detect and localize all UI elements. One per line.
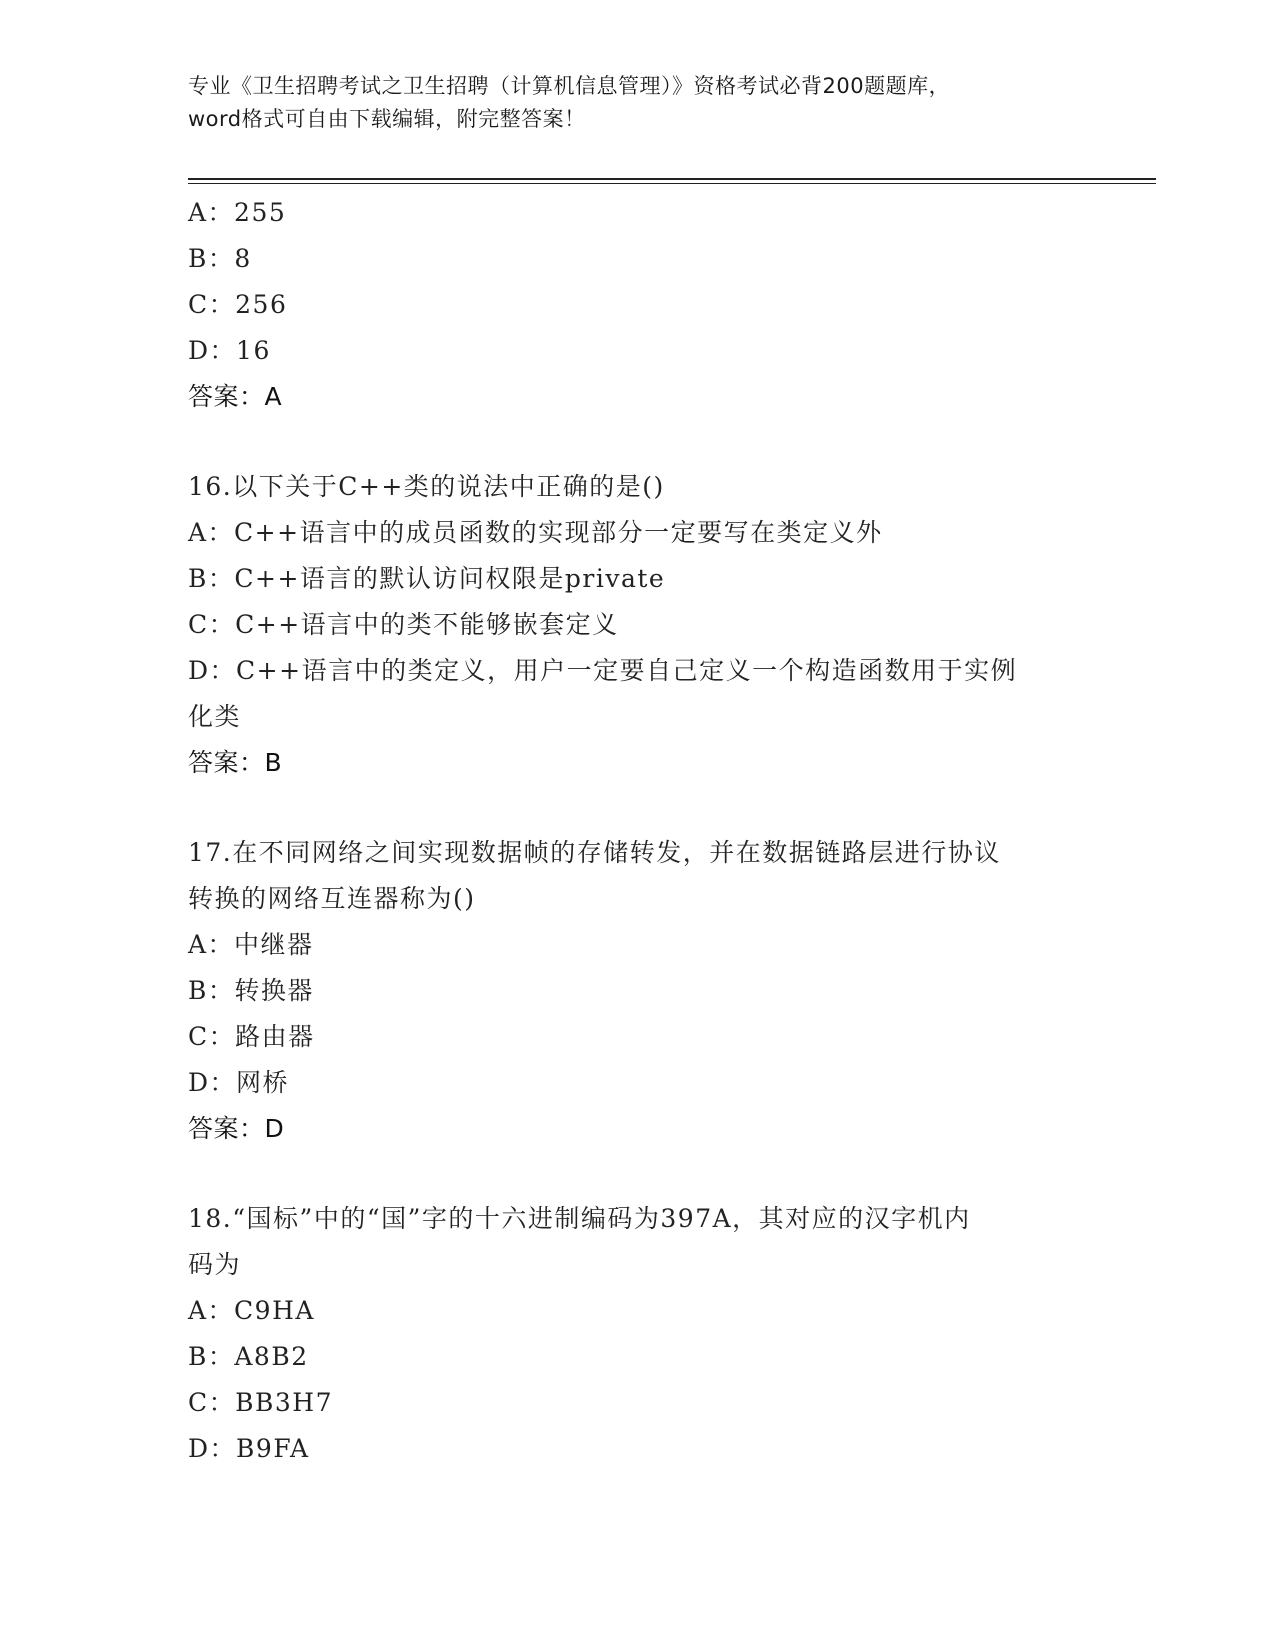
option-c: C：C++语言中的类不能够嵌套定义 xyxy=(188,610,619,639)
answer: 答案：A xyxy=(188,382,283,411)
question-text-line-1: 17.在不同网络之间实现数据帧的存储转发，并在数据链路层进行协议 xyxy=(188,838,1001,867)
question-list xyxy=(188,190,1088,1472)
option-a: A：255 xyxy=(188,198,287,227)
option-b: B：转换器 xyxy=(188,976,314,1005)
option-b: B：A8B2 xyxy=(188,1342,309,1371)
spacer xyxy=(188,786,1088,830)
document-header xyxy=(188,70,1068,136)
spacer xyxy=(188,1152,1088,1196)
question-18 xyxy=(188,1196,1088,1472)
question-text-line-2: 码为 xyxy=(188,1250,242,1279)
option-a: A：中继器 xyxy=(188,930,314,959)
answer: 答案：D xyxy=(188,1114,285,1143)
option-d: D：16 xyxy=(188,336,271,365)
option-c: C：路由器 xyxy=(188,1022,315,1051)
question-15 xyxy=(188,190,1088,420)
option-d: D：B9FA xyxy=(188,1434,310,1463)
question-text: 16.以下关于C++类的说法中正确的是() xyxy=(188,472,665,501)
option-a: A：C9HA xyxy=(188,1296,315,1325)
answer: 答案：B xyxy=(188,748,283,777)
spacer xyxy=(188,420,1088,464)
question-16 xyxy=(188,464,1088,786)
option-d: D：C++语言中的类定义，用户一定要自己定义一个构造函数用于实例 xyxy=(188,656,1018,685)
header-title-line-1: 专业《卫生招聘考试之卫生招聘（计算机信息管理）》资格考试必背200题题库， xyxy=(188,74,951,98)
option-c: C：BB3H7 xyxy=(188,1388,333,1417)
option-b: B：C++语言的默认访问权限是private xyxy=(188,564,666,593)
header-rule-thick xyxy=(188,178,1156,180)
header-rule-thin xyxy=(188,183,1156,184)
question-17 xyxy=(188,830,1088,1152)
option-d-continued: 化类 xyxy=(188,702,242,731)
header-title-line-2: word格式可自由下载编辑，附完整答案！ xyxy=(188,107,586,131)
question-text-line-2: 转换的网络互连器称为() xyxy=(188,884,476,913)
option-c: C：256 xyxy=(188,290,288,319)
option-a: A：C++语言中的成员函数的实现部分一定要写在类定义外 xyxy=(188,518,883,547)
option-b: B：8 xyxy=(188,244,252,273)
option-d: D：网桥 xyxy=(188,1068,290,1097)
question-text-line-1: 18.“国标”中的“国”字的十六进制编码为397A，其对应的汉字机内 xyxy=(188,1204,971,1233)
